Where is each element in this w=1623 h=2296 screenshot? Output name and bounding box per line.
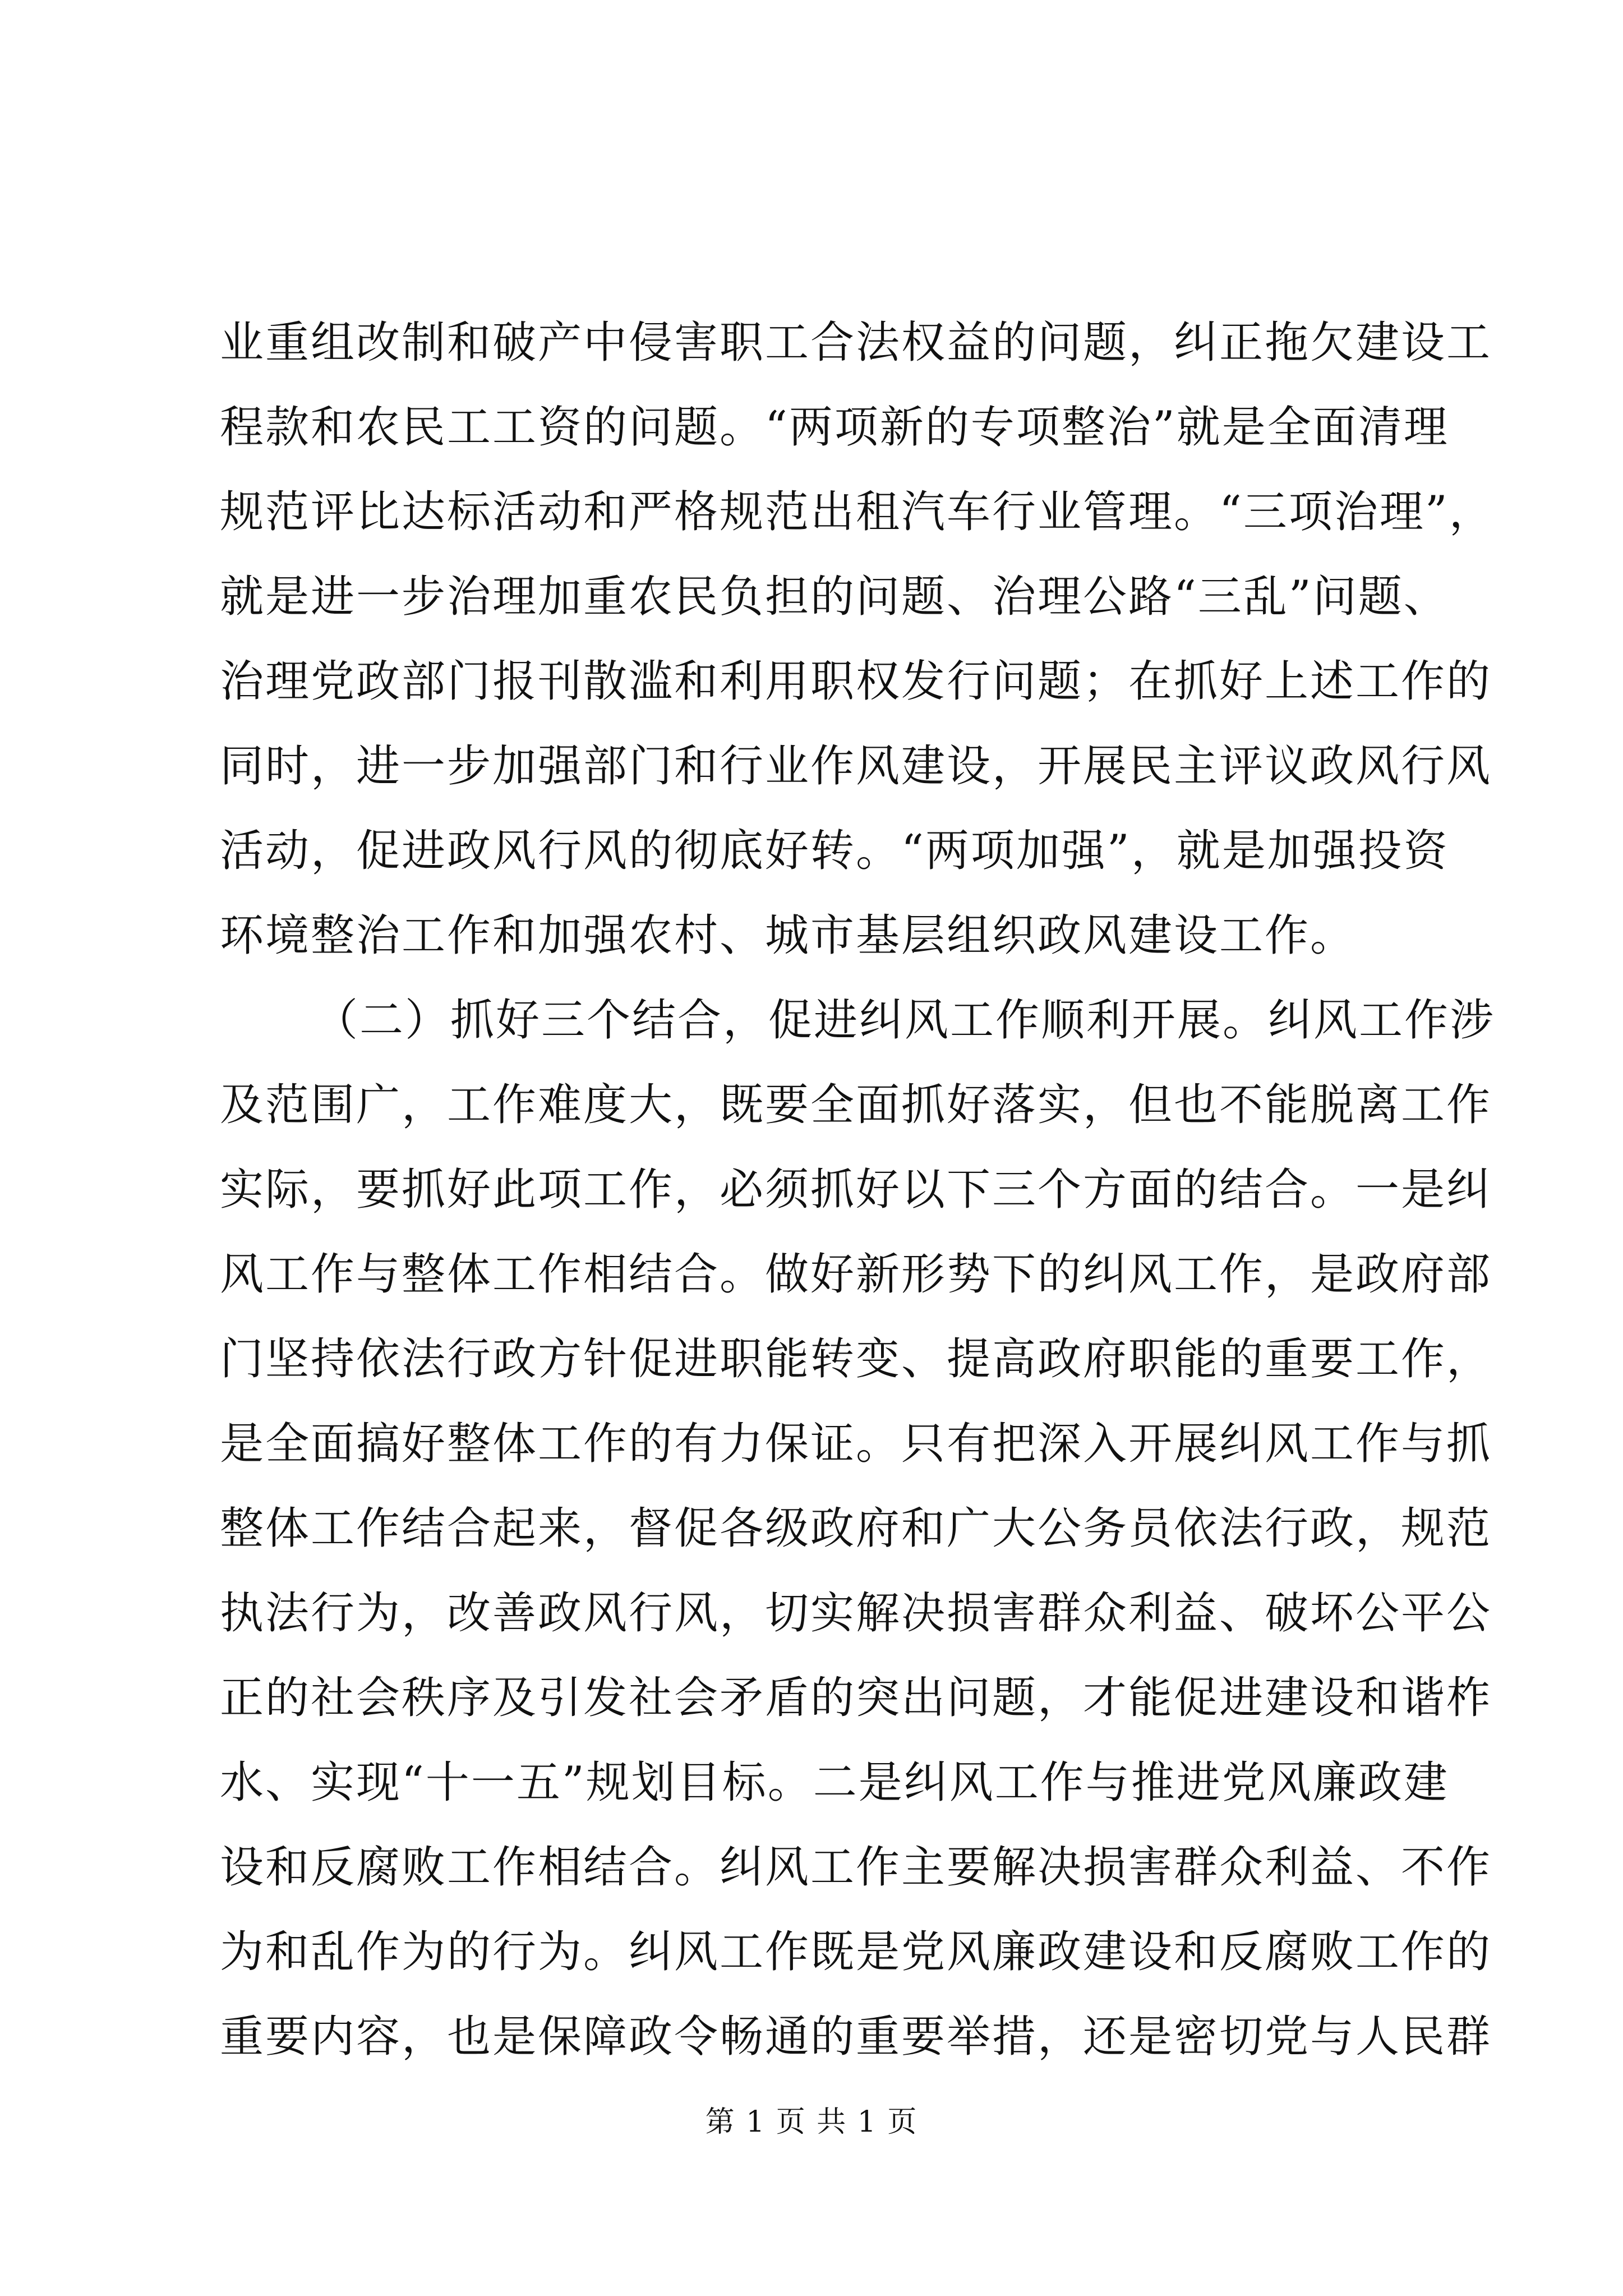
text-line: 重要内容，也是保障政令畅通的重要举措，还是密切党与人民群 [220,2012,1492,2062]
text-line: 为和乱作为的行为。纠风工作既是党风廉政建设和反腐败工作的 [220,1927,1492,1977]
paragraph-start-line: （二）抓好三个结合，促进纠风工作顺利开展。纠风工作涉 [314,995,1496,1046]
text-line: 业重组改制和破产中侵害职工合法权益的问题，纠正拖欠建设工 [220,318,1492,368]
text-line: 水、实现“十一五”规划目标。二是纠风工作与推进党风廉政建 [220,1757,1449,1808]
text-line: 同时，进一步加强部门和行业作风建设，开展民主评议政风行风 [220,741,1492,792]
body-text [220,301,1496,2079]
text-line: 程款和农民工工资的问题。“两项新的专项整治”就是全面清理 [220,402,1449,453]
text-line: 活动，促进政风行风的彻底好转。“两项加强”，就是加强投资 [220,826,1449,876]
paragraph-end-line: 环境整治工作和加强农村、城市基层组织政风建设工作。 [220,910,1356,961]
page-number-footer: 第 1 页 共 1 页 [705,2105,918,2139]
text-line: 及范围广，工作难度大，既要全面抓好落实，但也不能脱离工作 [220,1080,1492,1130]
text-line: 执法行为，改善政风行风，切实解决损害群众利益、破坏公平公 [220,1588,1492,1639]
text-line: 治理党政部门报刊散滥和利用职权发行问题；在抓好上述工作的 [220,656,1492,707]
text-line: 规范评比达标活动和严格规范出租汽车行业管理。“三项治理”， [220,487,1495,537]
text-line: 是全面搞好整体工作的有力保证。只有把深入开展纠风工作与抓 [220,1419,1492,1469]
text-line: 实际，要抓好此项工作，必须抓好以下三个方面的结合。一是纠 [220,1165,1492,1215]
text-line: 设和反腐败工作相结合。纠风工作主要解决损害群众利益、不作 [220,1842,1492,1893]
text-line: 风工作与整体工作相结合。做好新形势下的纠风工作，是政府部 [220,1249,1492,1300]
text-line: 正的社会秩序及引发社会矛盾的突出问题，才能促进建设和谐柞 [220,1673,1492,1723]
text-line: 门坚持依法行政方针促进职能转变、提高政府职能的重要工作， [220,1334,1492,1384]
text-line: 就是进一步治理加重农民负担的问题、治理公路“三乱”问题、 [220,572,1449,622]
text-line: 整体工作结合起来，督促各级政府和广大公务员依法行政，规范 [220,1503,1492,1554]
